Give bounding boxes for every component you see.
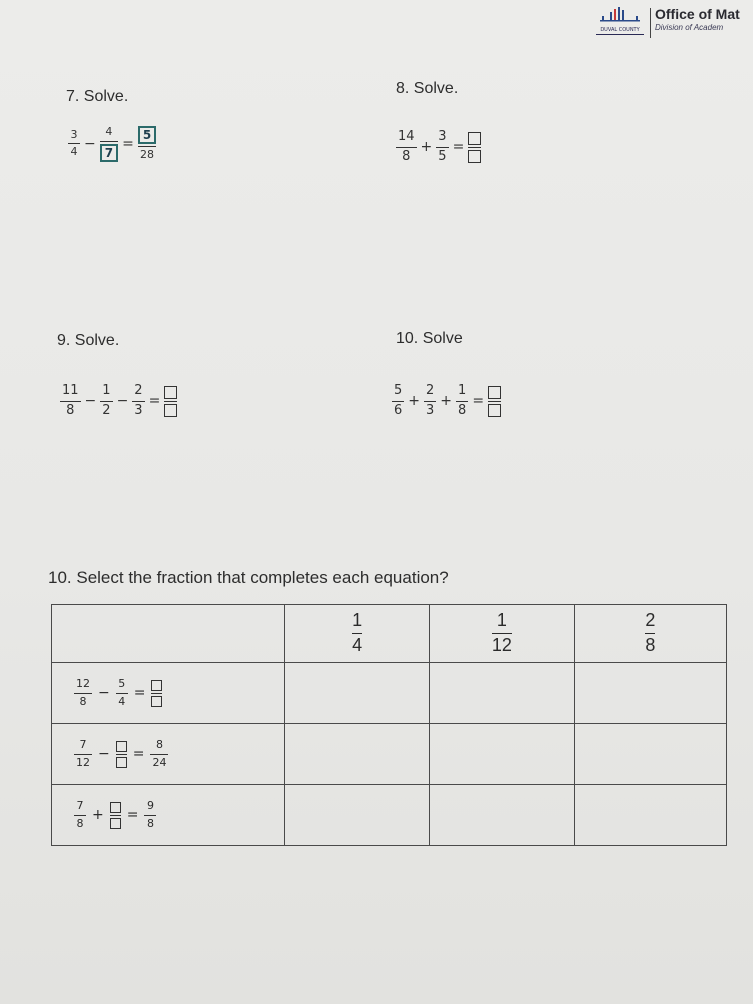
- row-equation-2: $\frac{7}{12}$ − = $\frac{8}{24}$: [52, 724, 285, 785]
- select-cell-r2-c3[interactable]: [574, 724, 726, 785]
- svg-text:DUVAL COUNTY: DUVAL COUNTY: [600, 27, 640, 33]
- q7-fraction-a: $\frac{3}{4}$: [68, 129, 80, 159]
- q7-equation: $\frac{3}{4}$ − $\frac{4}{7}$ = $\frac{5}{28}$: [68, 126, 156, 162]
- header-title: Office of Mat: [655, 6, 740, 22]
- row1-answer-numerator-box: [151, 680, 162, 691]
- q8-equation: $\frac{14}{8}$ + $\frac{3}{5}$ =: [396, 130, 481, 165]
- column-header-2: $\frac{1}{12}$: [429, 605, 574, 663]
- duval-county-logo: [590, 4, 650, 40]
- q7-fraction-b: $\frac{4}{7}$: [100, 126, 118, 162]
- select-cell-r2-c1[interactable]: [285, 724, 430, 785]
- select-cell-r1-c3[interactable]: [574, 663, 726, 724]
- table-header-row: [52, 605, 727, 663]
- table-prompt: 10. Select the fraction that completes each equation?: [48, 568, 449, 587]
- fraction-selection-table: [51, 604, 727, 846]
- q9-equation: $\frac{11}{8}$ − $\frac{1}{2}$ − $\frac{2}{3}$ =: [60, 384, 177, 419]
- column-header-1: $\frac{1}{4}$: [285, 605, 430, 663]
- q9-answer-denominator-box[interactable]: [164, 404, 177, 417]
- q8-answer-denominator-box[interactable]: [468, 150, 481, 163]
- q10-equation: $\frac{5}{6}$ + $\frac{2}{3}$ + $\frac{1}{8}$ =: [392, 384, 501, 419]
- select-cell-r1-c1[interactable]: [285, 663, 430, 724]
- select-cell-r3-c2[interactable]: [429, 785, 574, 846]
- q9-answer-fraction[interactable]: [164, 386, 177, 417]
- q7-answer-denominator[interactable]: 7: [100, 144, 118, 162]
- select-cell-r3-c3[interactable]: [574, 785, 726, 846]
- q7-fraction-result: $\frac{5}{28}$: [138, 126, 156, 162]
- select-cell-r2-c2[interactable]: [429, 724, 574, 785]
- row-equation-1: $\frac{12}{8}$ − $\frac{5}{4}$ =: [52, 663, 285, 724]
- table-row: [52, 663, 727, 724]
- q8-answer-fraction[interactable]: [468, 132, 481, 163]
- table-row: [52, 724, 727, 785]
- row1-answer-denominator-box: [151, 696, 162, 707]
- q10-answer-denominator-box[interactable]: [488, 404, 501, 417]
- row3-missing-numerator-box: [110, 802, 121, 813]
- q9-answer-numerator-box[interactable]: [164, 386, 177, 399]
- table-corner-cell: [52, 605, 285, 663]
- q9-label: 9. Solve.: [57, 332, 120, 349]
- select-cell-r3-c1[interactable]: [285, 785, 430, 846]
- q8-label: 8. Solve.: [396, 80, 459, 97]
- row3-missing-denominator-box: [110, 818, 121, 829]
- q7-label: 7. Solve.: [66, 88, 129, 105]
- row2-missing-numerator-box: [116, 741, 127, 752]
- q7-answer-numerator[interactable]: 5: [138, 126, 156, 144]
- table-row: [52, 785, 727, 846]
- q10-answer-fraction[interactable]: [488, 386, 501, 417]
- q10-label: 10. Solve: [396, 330, 463, 347]
- header-block: [655, 6, 740, 32]
- row-equation-3: $\frac{7}{8}$ + = $\frac{9}{8}$: [52, 785, 285, 846]
- q10-answer-numerator-box[interactable]: [488, 386, 501, 399]
- q8-answer-numerator-box[interactable]: [468, 132, 481, 145]
- header-subtitle: Division of Academ: [655, 23, 724, 32]
- column-header-3: $\frac{2}{8}$: [574, 605, 726, 663]
- select-cell-r1-c2[interactable]: [429, 663, 574, 724]
- header-divider: [650, 8, 651, 38]
- row2-missing-denominator-box: [116, 757, 127, 768]
